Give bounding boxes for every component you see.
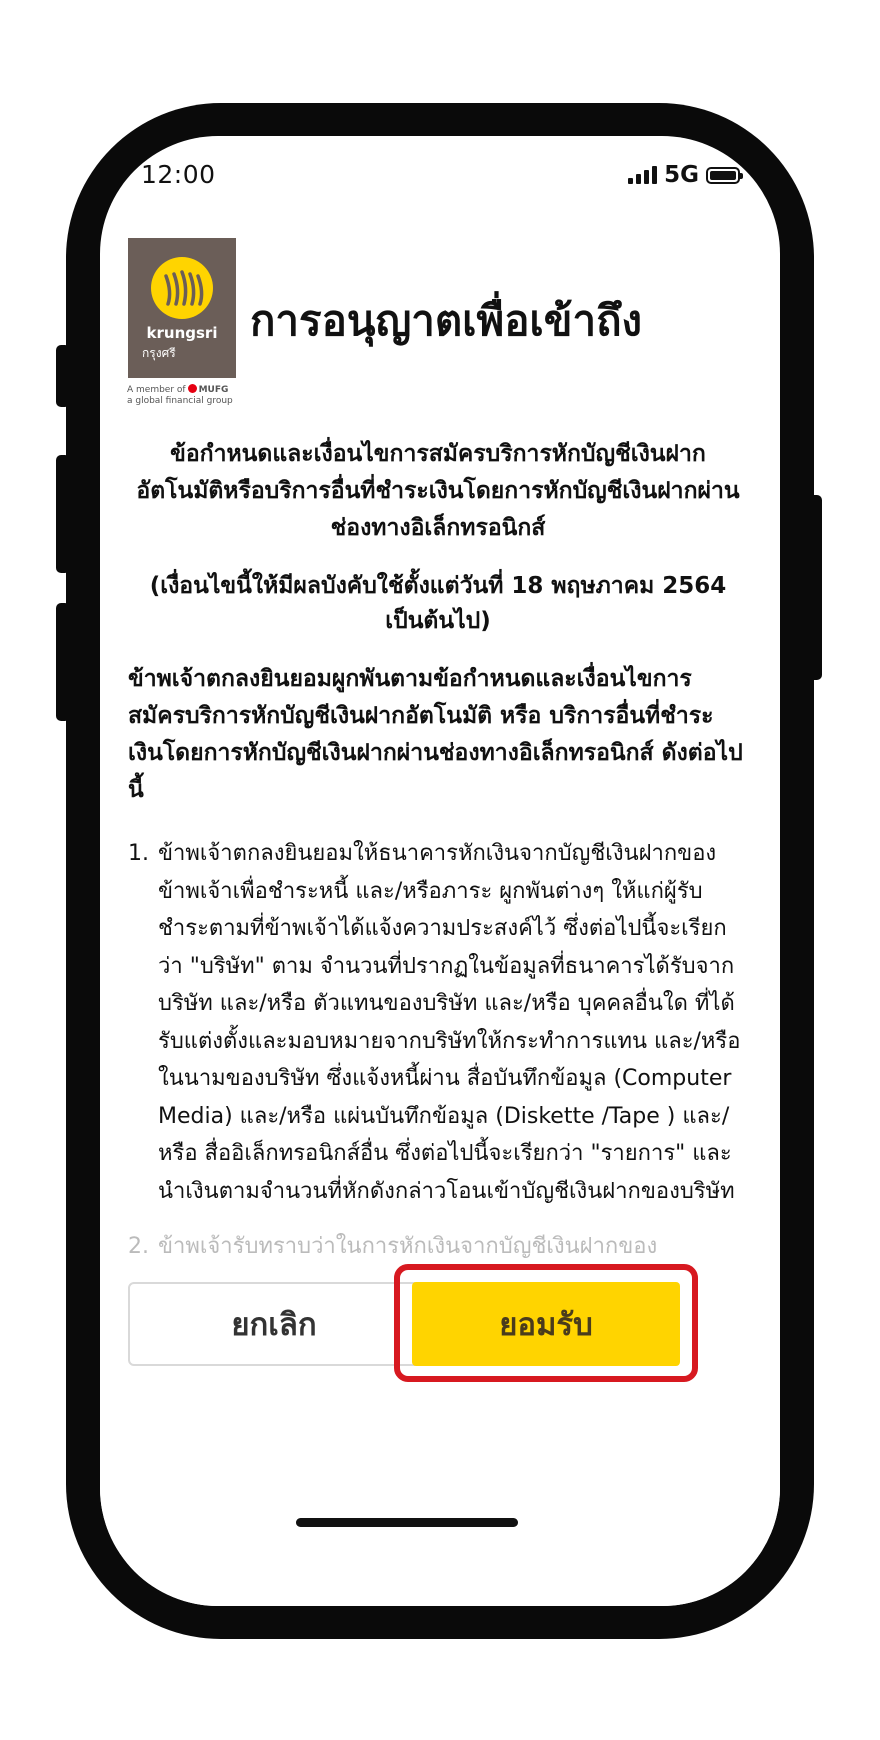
battery-icon bbox=[706, 167, 740, 184]
signal-icon bbox=[628, 166, 657, 184]
logo-thai-name: กรุงศรี bbox=[142, 346, 176, 360]
accept-button[interactable]: ยอมรับ bbox=[412, 1282, 680, 1366]
document-heading: ข้อกำหนดและเงื่อนไขการสมัครบริการหักบัญชีเงินฝากอัตโนมัติหรือบริการอื่นที่ชำระเงินโดยการหักบัญชีเงินฝากผ่านช่องทางอิเล็กทรอนิกส์ bbox=[136, 441, 740, 541]
terms-content[interactable] bbox=[128, 436, 748, 1266]
clause-item bbox=[128, 835, 748, 1210]
cancel-button[interactable]: ยกเลิก bbox=[128, 1282, 420, 1366]
home-indicator[interactable] bbox=[296, 1518, 518, 1527]
krungsri-emblem-icon bbox=[150, 256, 214, 320]
krungsri-logo bbox=[128, 238, 236, 378]
phone-screen bbox=[100, 136, 780, 1606]
status-time: 12:00 bbox=[141, 160, 216, 189]
clause-text: ข้าพเจ้าตกลงยินยอมให้ธนาคารหักเงินจากบัญชีเงินฝากของข้าพเจ้าเพื่อชำระหนี้ และ/หรือภาระ ผูกพันต่างๆ ให้แก่ผู้รับชำระตามที่ข้าพเจ้าได้แจ้งความประสงค์ไว้ ซึ่งต่อไปนี้จะเรียกว่า "บริษัท" ตาม จำนวนที่ปรากฏในข้อมูลที่ธนาคารได้รับจาก บริษัท และ/หรือ ตัวแทนของบริษัท และ/หรือ บุคคลอื่นใด ที่ได้รับแต่งตั้งและมอบหมายจากบริษัทให้กระทำการแทน และ/หรือในนามของบริษัท ซึ่งแจ้งหนี้ผ่าน สื่อบันทึกข้อมูล (Computer Media) และ/หรือ แผ่นบันทึกข้อมูล (Diskette /Tape ) และ/หรือ สื่ออิเล็กทรอนิกส์อื่น ซึ่งต่อไปนี้จะเรียกว่า "รายการ" และนำเงินตามจำนวนที่หักดังกล่าวโอนเข้าบัญชีเงินฝากของบริษัท bbox=[158, 841, 741, 1204]
logo-tagline bbox=[127, 384, 233, 407]
mufg-icon bbox=[188, 384, 197, 393]
page-title: การอนุญาตเพื่อเข้าถึง bbox=[250, 296, 643, 345]
action-bar bbox=[100, 1274, 780, 1606]
tagline-group: a global financial group bbox=[127, 396, 233, 406]
accept-highlight-box bbox=[394, 1264, 698, 1382]
status-icons bbox=[628, 162, 740, 188]
tagline-brand: MUFG bbox=[198, 385, 229, 395]
clause-item bbox=[128, 1228, 748, 1266]
effective-date-note: (เงื่อนไขนี้ให้มีผลบังคับใช้ตั้งแต่วันที่ 18 พฤษภาคม 2564 เป็นต้นไป) bbox=[149, 573, 727, 634]
network-label: 5G bbox=[664, 162, 699, 188]
tagline-member: A member of bbox=[127, 385, 186, 395]
clause-text: ข้าพเจ้ารับทราบว่าในการหักเงินจากบัญชีเงินฝากของ bbox=[158, 1234, 658, 1259]
clause-number: 1. bbox=[128, 841, 149, 866]
logo-name: krungsri bbox=[146, 324, 218, 342]
consent-statement: ข้าพเจ้าตกลงยินยอมผูกพันตามข้อกำหนดและเงื่อนไขการสมัครบริการหักบัญชีเงินฝากอัตโนมัติ หรือ บริการอื่นที่ชำระเงินโดยการหักบัญชีเงินฝากผ่านช่องทางอิเล็กทรอนิกส์ ดังต่อไปนี้ bbox=[128, 666, 743, 803]
clause-number: 2. bbox=[128, 1234, 149, 1259]
